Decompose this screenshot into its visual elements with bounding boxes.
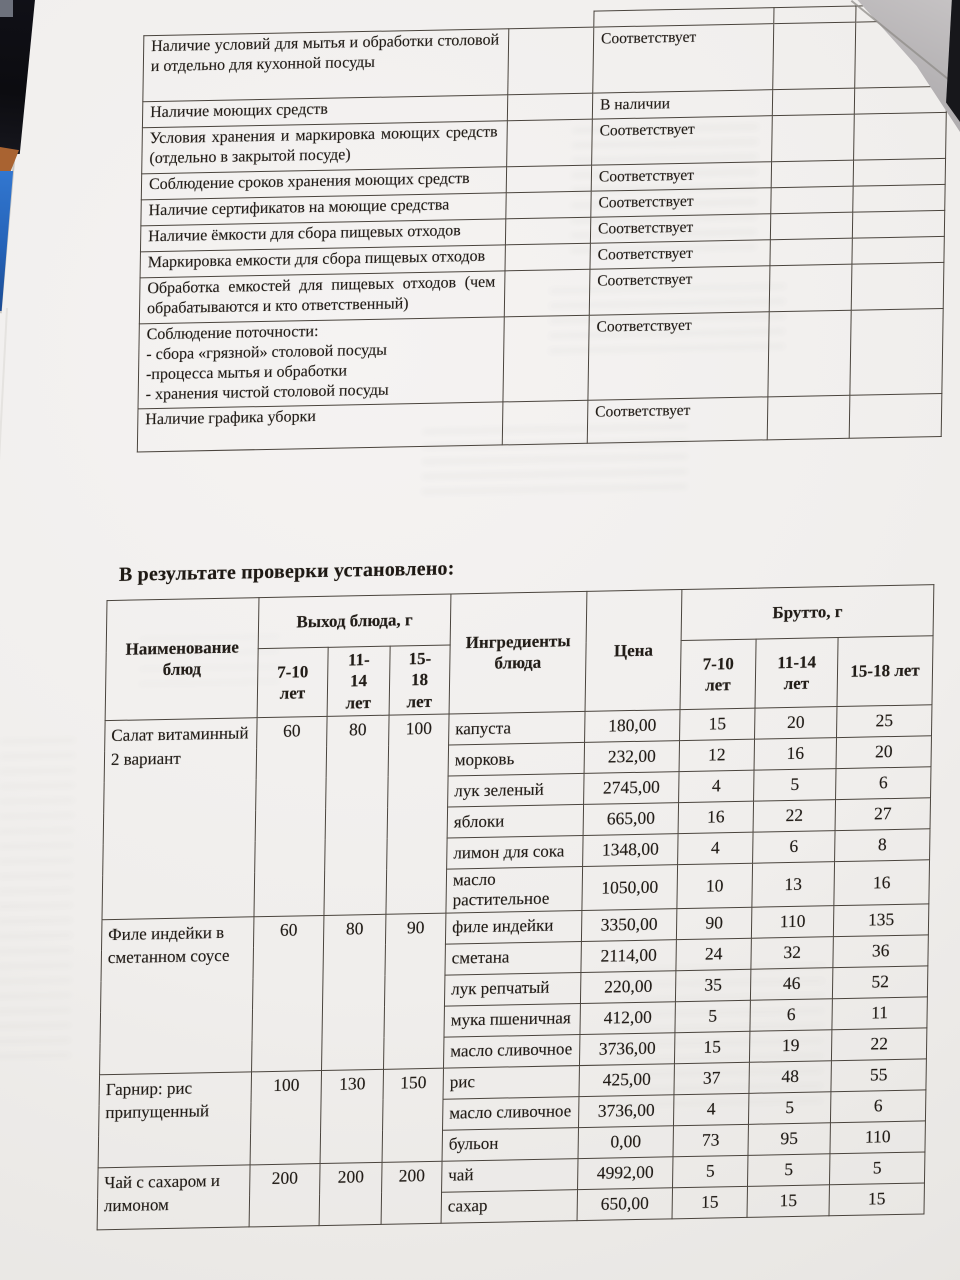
dish-yield-value: 80 xyxy=(322,914,386,1070)
ingredient-brutto-value: 48 xyxy=(749,1060,831,1093)
dish-yield-value: 60 xyxy=(252,915,324,1071)
ingredient-price: 412,00 xyxy=(580,1001,675,1034)
ingredient-price: 3736,00 xyxy=(580,1032,675,1065)
inspection-row xyxy=(138,309,943,410)
ingredient-name: мука пшеничная xyxy=(444,1003,580,1037)
inspection-cell-empty xyxy=(507,119,593,166)
inspection-cell-empty xyxy=(771,186,853,214)
ingredient-name: масло сливочное xyxy=(443,1096,579,1130)
ingredient-brutto-value: 5 xyxy=(749,1091,831,1124)
ingredient-brutto-value: 15 xyxy=(674,1031,749,1063)
ingredient-brutto-value: 5 xyxy=(675,1000,750,1032)
ingredient-brutto-value: 24 xyxy=(676,938,751,970)
ingredient-brutto-value: 16 xyxy=(834,860,930,906)
column-header-brutto: Брутто, г xyxy=(681,585,934,641)
ingredient-name: яблоки xyxy=(447,804,583,838)
ingredient-name: лимон для сока xyxy=(447,835,583,869)
inspection-item-label: Наличие сертификатов на моющие средства xyxy=(141,193,506,226)
ingredient-name: лук зеленый xyxy=(448,773,584,807)
inspection-item-label: Соблюдение поточности: - сбора «грязной» столовой посуды -процесса мытья и обработки - хранения чистой столовой посуды xyxy=(138,317,504,409)
ingredient-brutto-value: 16 xyxy=(678,801,753,833)
dish-yield-value: 200 xyxy=(319,1162,382,1225)
ingredient-brutto-value: 20 xyxy=(836,736,931,769)
column-header-age-group: 11-14 лет xyxy=(755,638,838,708)
ingredient-brutto-value: 25 xyxy=(837,704,932,737)
section-heading: В результате проверки установлено: xyxy=(118,557,455,586)
ingredient-brutto-value: 4 xyxy=(678,832,753,864)
dish-yield-value: 60 xyxy=(254,716,327,916)
ingredient-brutto-value: 16 xyxy=(754,737,836,770)
dish-name: Филе индейки в сметанном соусе xyxy=(100,916,254,1074)
inspection-item-label: Маркировка емкости для сбора пищевых отходов xyxy=(140,245,505,278)
ingredient-brutto-value: 5 xyxy=(830,1151,925,1184)
inspection-table xyxy=(137,4,949,452)
ingredient-brutto-value: 37 xyxy=(674,1062,749,1094)
inspection-status-value: Соответствует xyxy=(590,240,770,270)
ingredient-name: сметана xyxy=(445,941,581,975)
ingredient-name: лук репчатый xyxy=(445,972,581,1006)
inspection-cell-empty xyxy=(507,93,592,121)
dish-name: Салат витаминный 2 вариант xyxy=(102,717,257,919)
ingredient-brutto-value: 20 xyxy=(755,706,837,739)
dish-name: Гарнир: рис припущенный xyxy=(98,1071,251,1167)
ingredient-brutto-value: 90 xyxy=(676,907,751,939)
inspection-cell-empty xyxy=(769,265,852,312)
ingredient-name: филе индейки xyxy=(445,910,581,944)
inspection-cell-empty xyxy=(853,184,945,212)
inspection-cell-empty xyxy=(504,270,590,317)
ingredient-price: 2114,00 xyxy=(581,939,676,972)
ingredient-price: 1348,00 xyxy=(583,833,678,866)
ingredient-name: масло растительное xyxy=(446,866,583,912)
ingredient-brutto-value: 55 xyxy=(831,1058,926,1091)
column-header-age-group: 15-18 лет xyxy=(837,636,933,707)
ingredient-brutto-value: 6 xyxy=(750,998,832,1031)
inspection-cell-empty xyxy=(502,401,588,445)
inspection-item-label: Обработка емкостей для пищевых отходов (чем обрабатываются и кто ответственный) xyxy=(139,271,505,324)
desk-object xyxy=(0,0,13,17)
ingredient-brutto-value: 52 xyxy=(832,965,927,998)
ingredient-brutto-value: 4 xyxy=(674,1093,749,1125)
ingredient-brutto-value: 5 xyxy=(748,1153,830,1186)
ingredient-brutto-value: 10 xyxy=(677,863,753,908)
ingredient-brutto-value: 6 xyxy=(753,830,835,863)
ingredient-brutto-value: 15 xyxy=(829,1183,924,1216)
column-header-age-group: 11- 14 лет xyxy=(327,646,390,716)
dish-yield-value: 100 xyxy=(250,1070,321,1164)
inspection-cell-empty xyxy=(509,11,594,29)
ingredient-brutto-value: 13 xyxy=(752,861,835,906)
inspection-status-value: В наличии xyxy=(592,89,772,119)
inspection-status-value: Соответствует xyxy=(592,116,773,165)
ingredient-price: 4992,00 xyxy=(578,1156,673,1189)
ingredient-name: сахар xyxy=(441,1189,577,1223)
inspection-cell-empty xyxy=(770,238,852,266)
column-header-age-group: 15- 18 лет xyxy=(389,645,450,715)
inspection-cell-empty xyxy=(505,217,590,245)
inspection-cell-empty xyxy=(773,22,856,89)
dish-yield-value: 100 xyxy=(386,714,449,914)
inspection-item-label: Наличие графика уборки xyxy=(137,402,503,451)
inspection-cell-empty xyxy=(505,243,590,271)
ingredient-brutto-value: 110 xyxy=(830,1120,925,1153)
ingredient-price: 220,00 xyxy=(580,970,675,1003)
column-header-age-group: 7-10 лет xyxy=(257,647,328,717)
inspection-cell-empty xyxy=(774,6,856,24)
inspection-cell-empty xyxy=(768,310,851,397)
inspection-status-value: Соответствует xyxy=(590,214,770,244)
column-header-ingredients: Ингредиенты блюда xyxy=(449,591,587,713)
inspection-cell-empty xyxy=(854,112,947,159)
ingredient-brutto-value: 11 xyxy=(832,996,927,1029)
ingredient-price: 3350,00 xyxy=(581,908,676,941)
inspection-status-value: Соответствует xyxy=(591,161,771,191)
column-header-age-group: 7-10 лет xyxy=(680,639,756,709)
ingredient-brutto-value: 4 xyxy=(679,770,754,802)
inspection-item-label: Наличие моющих средств xyxy=(142,94,507,127)
menu-table xyxy=(97,584,935,1230)
ingredient-brutto-value: 46 xyxy=(750,967,832,1000)
inspection-cell-empty xyxy=(772,114,855,161)
inspection-cell-empty xyxy=(506,165,591,193)
ingredient-price: 232,00 xyxy=(584,740,679,773)
inspection-cell-empty xyxy=(508,27,594,94)
inspection-item-label: Условия хранения и маркировка моющих средств (отдельно в закрытой посуде) xyxy=(142,121,508,174)
ingredient-name: бульон xyxy=(442,1127,578,1161)
ingredient-brutto-value: 15 xyxy=(747,1184,829,1217)
inspection-cell-empty xyxy=(851,263,944,310)
ingredient-brutto-value: 22 xyxy=(753,799,835,832)
ingredient-brutto-value: 5 xyxy=(673,1155,748,1187)
dish-yield-value: 200 xyxy=(381,1161,442,1224)
ingredient-price: 180,00 xyxy=(585,709,680,742)
ingredient-brutto-value: 19 xyxy=(749,1029,831,1062)
inspection-status-value: Соответствует xyxy=(587,397,768,443)
inspection-status-value: Соответствует xyxy=(588,312,769,401)
ingredient-brutto-value: 6 xyxy=(830,1089,925,1122)
inspection-cell-empty xyxy=(503,315,589,402)
inspection-cell-empty xyxy=(852,210,944,238)
ingredient-brutto-value: 95 xyxy=(748,1122,830,1155)
ingredient-brutto-value: 35 xyxy=(675,969,750,1001)
column-header-dish-name: Наименование блюд xyxy=(105,598,259,721)
ingredient-price: 425,00 xyxy=(579,1063,674,1096)
inspection-item-label: Наличие ёмкости для сбора пищевых отходов xyxy=(140,219,505,252)
ingredient-price: 665,00 xyxy=(583,802,678,835)
ingredient-name: морковь xyxy=(448,742,584,776)
dish-yield-value: 200 xyxy=(249,1163,320,1226)
inspection-cell-empty xyxy=(850,309,943,396)
ingredient-brutto-value: 27 xyxy=(835,798,930,831)
ingredient-name: капуста xyxy=(449,711,585,745)
inspection-cell-empty xyxy=(849,394,942,438)
column-header-yield: Выход блюда, г xyxy=(258,594,451,649)
dish-yield-value: 150 xyxy=(382,1068,443,1162)
ingredient-brutto-value: 22 xyxy=(831,1027,926,1060)
ingredient-brutto-value: 15 xyxy=(680,708,755,740)
ingredient-brutto-value: 36 xyxy=(833,934,928,967)
dish-yield-value: 90 xyxy=(384,913,446,1069)
ingredient-price: 1050,00 xyxy=(582,864,678,910)
column-header-price: Цена xyxy=(585,590,682,712)
ingredient-price: 3736,00 xyxy=(579,1094,674,1127)
dish-yield-value: 130 xyxy=(320,1069,383,1163)
ingredient-brutto-value: 135 xyxy=(833,903,928,936)
ingredient-brutto-value: 73 xyxy=(673,1124,748,1156)
inspection-cell-empty xyxy=(852,237,944,265)
ingredient-price: 650,00 xyxy=(577,1187,672,1220)
inspection-cell-empty xyxy=(772,88,854,116)
inspection-cell-empty xyxy=(853,158,945,186)
ingredient-name: рис xyxy=(443,1065,579,1099)
inspection-item-label: Соблюдение сроков хранения моющих средств xyxy=(141,166,506,199)
bleedthrough-mark xyxy=(0,739,75,1071)
ingredient-name: масло сливочное xyxy=(444,1034,580,1068)
ingredient-brutto-value: 8 xyxy=(835,829,930,862)
ingredient-price: 0,00 xyxy=(578,1125,673,1158)
dish-yield-value: 80 xyxy=(324,715,389,915)
ingredient-brutto-value: 12 xyxy=(679,739,754,771)
ingredient-price: 2745,00 xyxy=(584,771,679,804)
inspection-item-label: Наличие условий для мытья и обработки столовой и отдельно для кухонной посуды xyxy=(143,29,509,102)
ingredient-brutto-value: 15 xyxy=(672,1186,747,1218)
inspection-status-value: Соответствует xyxy=(593,24,774,93)
inspection-cell-empty xyxy=(767,396,850,440)
inspection-cell-empty xyxy=(770,212,852,240)
ingredient-brutto-value: 110 xyxy=(751,905,833,938)
inspection-cell-empty xyxy=(506,191,591,219)
dish-name: Чай с сахаром и лимоном xyxy=(97,1164,250,1229)
ingredient-brutto-value: 32 xyxy=(751,936,833,969)
inspection-status-value: Соответствует xyxy=(591,187,771,217)
ingredient-name: чай xyxy=(442,1158,578,1192)
ingredient-brutto-value: 5 xyxy=(754,768,836,801)
inspection-status-value: Соответствует xyxy=(589,266,770,315)
inspection-cell-empty xyxy=(771,160,853,188)
ingredient-brutto-value: 6 xyxy=(836,767,931,800)
